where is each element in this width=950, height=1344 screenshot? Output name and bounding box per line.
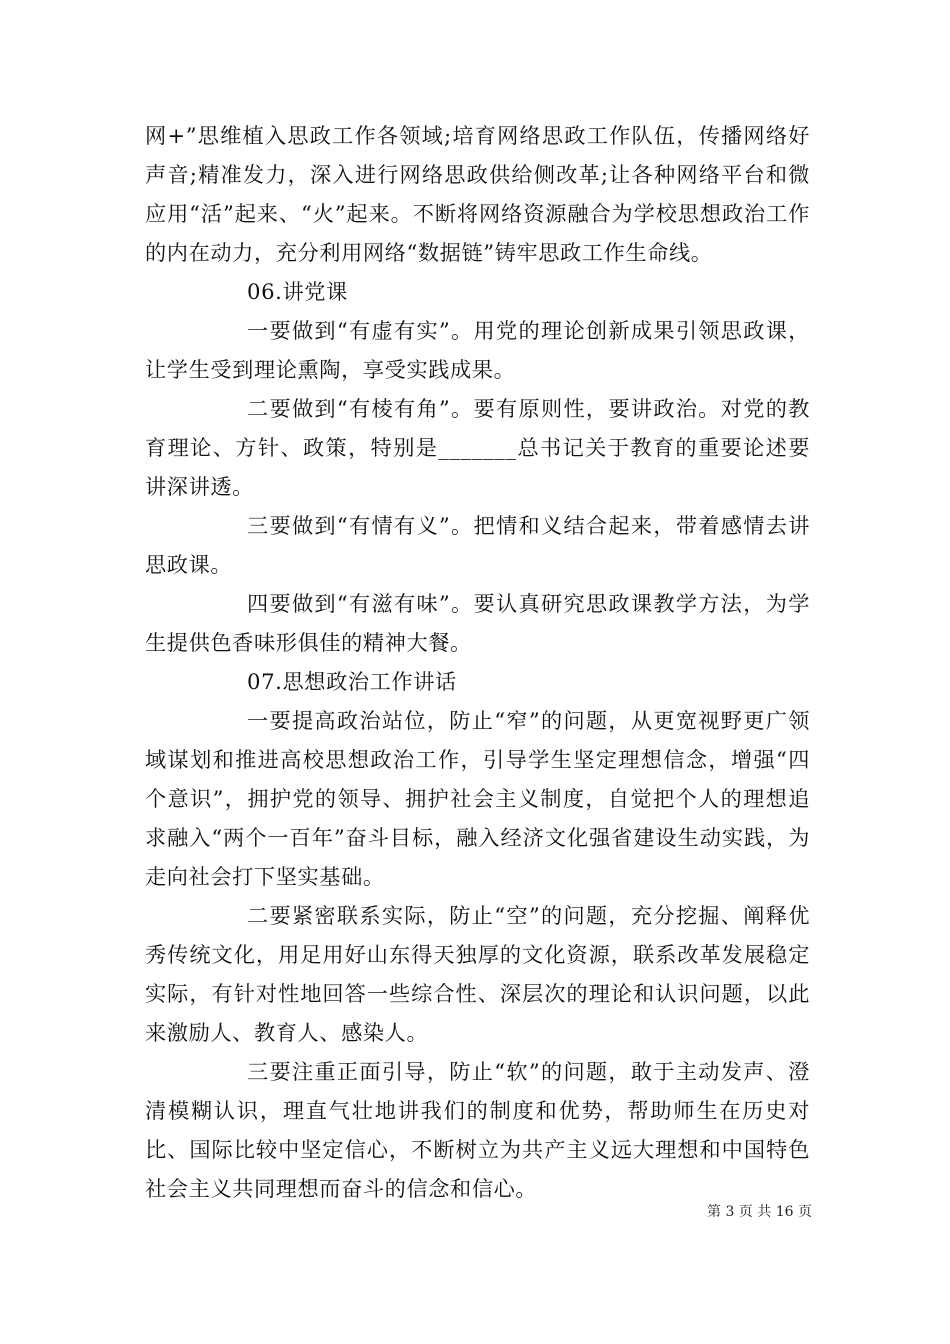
section-heading-06: 06.讲党课	[247, 279, 348, 304]
paragraph-07-point-1: 一要提高政治站位，防止“窄”的问题，从更宽视野更广领域谋划和推进高校思想政治工作，引导学生坚定理想信念，增强“四个意识”，拥护党的领导、拥护社会主义制度，自觉把个人的理想追求融入“两个一百年”奋斗目标，融入经济文化强省建设生动实践，为走向社会打下坚实基础。	[145, 708, 810, 889]
paragraph-06-point-3: 三要做到“有情有义”。把情和义结合起来，带着感情去讲思政课。	[145, 513, 810, 577]
paragraph-06-point-4: 四要做到“有滋有味”。要认真研究思政课教学方法，为学生提供色香味形俱佳的精神大餐。	[145, 591, 810, 655]
paragraph-07-point-2: 二要紧密联系实际，防止“空”的问题，充分挖掘、阐释优秀传统文化，用足用好山东得天独厚的文化资源，联系改革发展稳定实际，有针对性地回答一些综合性、深层次的理论和认识问题，以此来激励人、教育人、感染人。	[145, 903, 810, 1045]
page-number-footer: 第 3 页 共 16 页	[707, 1204, 812, 1220]
paragraph-07-point-3: 三要注重正面引导，防止“软”的问题，敢于主动发声、澄清模糊认识，理直气壮地讲我们的制度和优势，帮助师生在历史对比、国际比较中坚定信心，不断树立为共产主义远大理想和中国特色社会主义共同理想而奋斗的信念和信心。	[145, 1059, 810, 1201]
section-heading-07: 07.思想政治工作讲话	[247, 669, 457, 694]
paragraph-06-point-2: 二要做到“有棱有角”。要有原则性，要讲政治。对党的教育理论、方针、政策，特别是_______总书记关于教育的重要论述要讲深讲透。	[145, 396, 810, 499]
document-body	[145, 116, 810, 1208]
paragraph-06-point-1: 一要做到“有虚有实”。用党的理论创新成果引领思政课，让学生受到理论熏陶，享受实践成果。	[145, 318, 810, 382]
paragraph-continuation: 网+”思维植入思政工作各领域;培育网络思政工作队伍，传播网络好声音;精准发力，深入进行网络思政供给侧改革;让各种网络平台和微应用“活”起来、“火”起来。不断将网络资源融合为学校思想政治工作的内在动力，充分利用网络“数据链”铸牢思政工作生命线。	[145, 123, 810, 265]
